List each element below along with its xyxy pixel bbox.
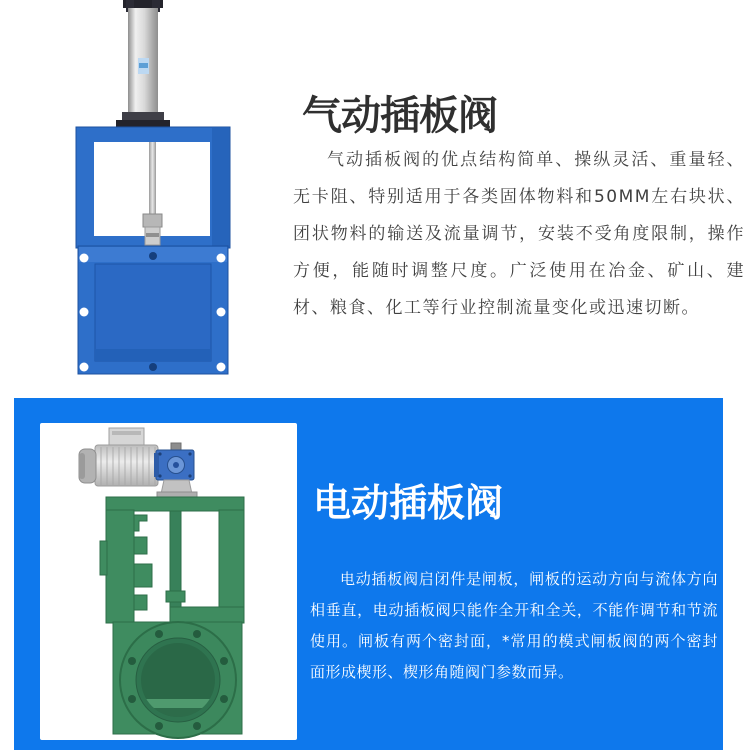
pneumatic-cylinder	[116, 0, 170, 128]
pneumatic-valve-illustration	[0, 0, 300, 395]
worm-gearbox	[154, 443, 197, 498]
valve-body	[78, 246, 228, 374]
electric-motor	[79, 428, 158, 486]
valve-frame	[100, 497, 244, 623]
electric-valve-section	[14, 398, 723, 750]
electric-valve-illustration	[40, 423, 297, 740]
electric-title: 电动插板阀	[313, 481, 504, 525]
pneumatic-description: 气动插板阀的优点结构简单、操纵灵活、重量轻、无卡阻、特别适用于各类固体物料和50MM左右块状、团状物料的输送及流量调节，安装不受角度限制，操作方便，能随时调整尺度。广泛使用在冶金、矿山、建材、粮食、化工等行业控制流量变化或迅速切断。	[293, 150, 745, 318]
pneumatic-title: 气动插板阀	[302, 93, 497, 139]
pneumatic-valve-photo	[0, 0, 300, 395]
electric-valve-photo-card	[40, 423, 297, 740]
electric-description: 电动插板阀启闭件是闸板，闸板的运动方向与流体方向相垂直，电动插板阀只能作全开和全关，不能作调节和节流使用。闸板有两个密封面，*常用的模式闸板阀的两个密封面形成楔形、楔形角随阀门参数而异。	[310, 570, 718, 681]
valve-flange-body	[113, 622, 242, 740]
